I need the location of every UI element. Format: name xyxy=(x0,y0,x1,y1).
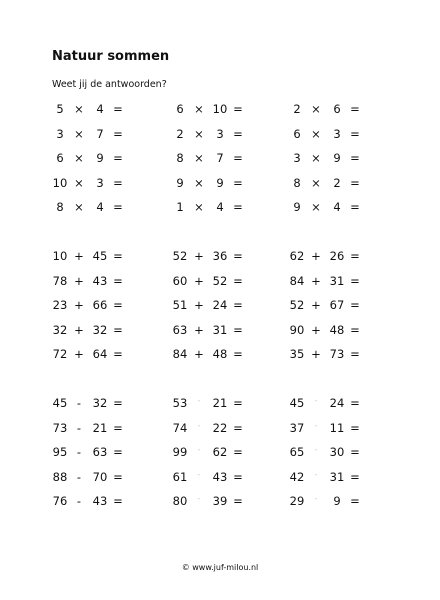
equals-sign: = xyxy=(113,200,123,214)
operator: + xyxy=(311,273,321,288)
first-number: 9 xyxy=(176,175,184,190)
second-number: 73 xyxy=(329,347,345,361)
second-number: 24 xyxy=(329,396,345,410)
second-number: 67 xyxy=(329,298,345,312)
second-number: 39 xyxy=(212,494,228,508)
operator: - xyxy=(76,494,82,508)
equals-sign: = xyxy=(233,322,243,337)
operator: × xyxy=(311,126,321,141)
equals-sign: = xyxy=(113,469,123,484)
first-number: 61 xyxy=(172,469,188,484)
first-number: 52 xyxy=(289,298,305,312)
equals-sign: = xyxy=(113,175,123,190)
second-number: 52 xyxy=(212,273,228,288)
first-number: 2 xyxy=(293,102,301,116)
operator: × xyxy=(311,200,321,214)
first-number: 90 xyxy=(289,322,305,337)
operator: - xyxy=(314,420,318,430)
second-number: 48 xyxy=(329,322,345,337)
operator: × xyxy=(74,126,84,141)
equals-sign: = xyxy=(350,151,360,165)
first-number: 73 xyxy=(52,420,68,435)
operator: - xyxy=(76,420,82,435)
equals-sign: = xyxy=(113,126,123,141)
second-number: 31 xyxy=(329,273,345,288)
equals-sign: = xyxy=(113,151,123,165)
first-number: 3 xyxy=(293,151,301,165)
equals-sign: = xyxy=(350,249,360,263)
equals-sign: = xyxy=(350,469,360,484)
second-number: 43 xyxy=(92,273,108,288)
operator: - xyxy=(314,396,318,405)
operator: + xyxy=(74,249,84,263)
second-number: 4 xyxy=(96,200,104,214)
operator: × xyxy=(311,175,321,190)
first-number: 29 xyxy=(289,494,305,508)
second-number: 7 xyxy=(96,126,104,141)
first-number: 8 xyxy=(293,175,301,190)
operator: + xyxy=(311,322,321,337)
second-number: 6 xyxy=(333,102,341,116)
equals-sign: = xyxy=(113,273,123,288)
equals-sign: = xyxy=(350,102,360,116)
operator: - xyxy=(197,396,201,405)
equals-sign: = xyxy=(113,298,123,312)
second-number: 62 xyxy=(212,445,228,459)
second-number: 30 xyxy=(329,445,345,459)
first-number: 84 xyxy=(289,273,305,288)
first-number: 76 xyxy=(52,494,68,508)
operator: - xyxy=(197,420,201,430)
second-number: 4 xyxy=(333,200,341,214)
equals-sign: = xyxy=(233,494,243,508)
second-number: 4 xyxy=(216,200,224,214)
second-number: 3 xyxy=(216,126,224,141)
first-number: 5 xyxy=(56,102,64,116)
second-number: 4 xyxy=(96,102,104,116)
operator: × xyxy=(194,126,204,141)
equals-sign: = xyxy=(113,396,123,410)
first-number: 88 xyxy=(52,469,68,484)
first-number: 6 xyxy=(56,151,64,165)
first-number: 95 xyxy=(52,445,68,459)
operator: × xyxy=(194,102,204,116)
second-number: 63 xyxy=(92,445,108,459)
operator: + xyxy=(74,322,84,337)
second-number: 43 xyxy=(92,494,108,508)
first-number: 1 xyxy=(176,200,184,214)
equals-sign: = xyxy=(350,396,360,410)
second-number: 64 xyxy=(92,347,108,361)
operator: × xyxy=(74,200,84,214)
equals-sign: = xyxy=(350,420,360,435)
equals-sign: = xyxy=(350,322,360,337)
second-number: 31 xyxy=(329,469,345,484)
first-number: 6 xyxy=(293,126,301,141)
equals-sign: = xyxy=(233,175,243,190)
equals-sign: = xyxy=(233,273,243,288)
second-number: 9 xyxy=(333,494,341,508)
operator: + xyxy=(194,249,204,263)
first-number: 6 xyxy=(176,102,184,116)
second-number: 10 xyxy=(212,102,228,116)
second-number: 32 xyxy=(92,396,108,410)
equals-sign: = xyxy=(113,102,123,116)
first-number: 51 xyxy=(172,298,188,312)
first-number: 80 xyxy=(172,494,188,508)
equals-sign: = xyxy=(350,445,360,459)
second-number: 70 xyxy=(92,469,108,484)
second-number: 43 xyxy=(212,469,228,484)
first-number: 74 xyxy=(172,420,188,435)
second-number: 3 xyxy=(96,175,104,190)
equals-sign: = xyxy=(233,445,243,459)
equals-sign: = xyxy=(350,298,360,312)
second-number: 22 xyxy=(212,420,228,435)
operator: × xyxy=(74,102,84,116)
second-number: 26 xyxy=(329,249,345,263)
first-number: 62 xyxy=(289,249,305,263)
equals-sign: = xyxy=(233,126,243,141)
operator: + xyxy=(74,347,84,361)
equals-sign: = xyxy=(233,102,243,116)
first-number: 9 xyxy=(293,200,301,214)
operator: × xyxy=(311,102,321,116)
second-number: 11 xyxy=(329,420,345,435)
operator: + xyxy=(194,273,204,288)
first-number: 3 xyxy=(56,126,64,141)
operator: + xyxy=(194,298,204,312)
first-number: 10 xyxy=(52,249,68,263)
equals-sign: = xyxy=(233,200,243,214)
operator: × xyxy=(194,151,204,165)
equals-sign: = xyxy=(233,151,243,165)
operator: × xyxy=(194,175,204,190)
second-number: 24 xyxy=(212,298,228,312)
operator: - xyxy=(76,469,82,484)
operator: × xyxy=(74,175,84,190)
first-number: 65 xyxy=(289,445,305,459)
equals-sign: = xyxy=(233,347,243,361)
second-number: 3 xyxy=(333,126,341,141)
equals-sign: = xyxy=(233,249,243,263)
equals-sign: = xyxy=(233,396,243,410)
first-number: 99 xyxy=(172,445,188,459)
first-number: 10 xyxy=(52,175,68,190)
equals-sign: = xyxy=(113,347,123,361)
first-number: 8 xyxy=(56,200,64,214)
first-number: 52 xyxy=(172,249,188,263)
first-number: 32 xyxy=(52,322,68,337)
equals-sign: = xyxy=(113,249,123,263)
page-title: Natuur sommen xyxy=(52,49,170,64)
first-number: 45 xyxy=(289,396,305,410)
second-number: 32 xyxy=(92,322,108,337)
equals-sign: = xyxy=(113,445,123,459)
first-number: 60 xyxy=(172,273,188,288)
second-number: 45 xyxy=(92,249,108,263)
second-number: 2 xyxy=(333,175,341,190)
first-number: 23 xyxy=(52,298,68,312)
operator: - xyxy=(76,445,82,459)
footer-credit: © www.juf-milou.nl xyxy=(181,563,259,572)
operator: - xyxy=(314,445,318,454)
operator: - xyxy=(197,469,201,479)
second-number: 21 xyxy=(212,396,228,410)
equals-sign: = xyxy=(350,175,360,190)
second-number: 9 xyxy=(216,175,224,190)
equals-sign: = xyxy=(113,322,123,337)
operator: × xyxy=(194,200,204,214)
operator: + xyxy=(311,249,321,263)
second-number: 36 xyxy=(212,249,228,263)
equals-sign: = xyxy=(350,494,360,508)
operator: × xyxy=(74,151,84,165)
first-number: 2 xyxy=(176,126,184,141)
second-number: 21 xyxy=(92,420,108,435)
first-number: 35 xyxy=(289,347,305,361)
equals-sign: = xyxy=(350,347,360,361)
first-number: 72 xyxy=(52,347,68,361)
operator: - xyxy=(314,494,318,503)
operator: + xyxy=(194,347,204,361)
operator: + xyxy=(311,298,321,312)
first-number: 42 xyxy=(289,469,305,484)
equals-sign: = xyxy=(233,420,243,435)
first-number: 84 xyxy=(172,347,188,361)
operator: - xyxy=(197,445,201,454)
equals-sign: = xyxy=(233,469,243,484)
first-number: 53 xyxy=(172,396,188,410)
second-number: 9 xyxy=(96,151,104,165)
first-number: 63 xyxy=(172,322,188,337)
operator: + xyxy=(74,273,84,288)
operator: + xyxy=(194,322,204,337)
equals-sign: = xyxy=(350,273,360,288)
operator: - xyxy=(314,469,318,479)
equals-sign: = xyxy=(113,420,123,435)
first-number: 37 xyxy=(289,420,305,435)
equals-sign: = xyxy=(350,126,360,141)
first-number: 8 xyxy=(176,151,184,165)
page-subtitle: Weet jij de antwoorden? xyxy=(52,79,167,90)
second-number: 9 xyxy=(333,151,341,165)
operator: + xyxy=(74,298,84,312)
operator: + xyxy=(311,347,321,361)
second-number: 66 xyxy=(92,298,108,312)
equals-sign: = xyxy=(350,200,360,214)
first-number: 78 xyxy=(52,273,68,288)
first-number: 45 xyxy=(52,396,68,410)
equals-sign: = xyxy=(233,298,243,312)
operator: × xyxy=(311,151,321,165)
second-number: 7 xyxy=(216,151,224,165)
operator: - xyxy=(76,396,82,410)
second-number: 31 xyxy=(212,322,228,337)
equals-sign: = xyxy=(113,494,123,508)
second-number: 48 xyxy=(212,347,228,361)
operator: - xyxy=(197,494,201,503)
